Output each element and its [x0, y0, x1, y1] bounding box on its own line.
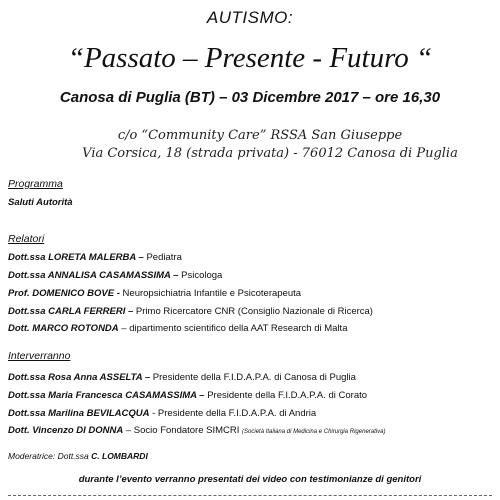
- speaker-role: - Presidente della F.I.D.A.P.A. di Andria: [149, 408, 317, 419]
- relatore-name: Dott.ssa ANNALISA CASAMASSIMA –: [8, 270, 179, 281]
- moderator-line: [8, 451, 148, 461]
- topic-heading: AUTISMO:: [206, 8, 294, 27]
- speaker-name: Dott.ssa Maria Francesca CASAMASSIMA –: [8, 390, 205, 401]
- relatore-row: [8, 306, 373, 317]
- speaker-name: Dott.ssa Rosa Anna ASSELTA –: [8, 372, 151, 383]
- speaker-row: [8, 408, 316, 419]
- divider: [8, 495, 492, 496]
- venue-line-1: c/o “Community Care” RSSA San Giuseppe: [117, 128, 403, 143]
- event-title: “Passato – Presente - Futuro “: [67, 42, 433, 74]
- speaker-name: Dott. Vincenzo DI DONNA: [8, 425, 124, 436]
- speaker-name: Dott.ssa Marilina BEVILACQUA: [8, 408, 150, 419]
- relatore-name: Dott.ssa CARLA FERRERI –: [8, 306, 134, 317]
- speaker-role: Presidente della F.I.D.A.P.A. di Corato: [204, 390, 368, 401]
- relatore-role: Primo Ricercatore CNR (Consiglio Nazionale di Ricerca): [133, 306, 373, 317]
- interverranno-heading: Interverranno: [8, 350, 71, 362]
- relatore-row: [8, 323, 347, 334]
- moderator-label: Moderatrice: Dott.ssa: [8, 451, 92, 461]
- speaker-row: [8, 425, 385, 436]
- speaker-role: – Socio Fondatore SIMCRI: [123, 425, 243, 436]
- programma-heading: Programma: [8, 178, 63, 190]
- speaker-row: [8, 390, 367, 401]
- speaker-note: (Società Italiana di Medicina e Chirurgia Rigenerativa): [242, 429, 386, 435]
- relatore-row: [8, 270, 222, 281]
- relatore-role: Pediatra: [143, 252, 182, 263]
- event-date-line: Canosa di Puglia (BT) – 03 Dicembre 2017 – ore 16,30: [59, 89, 441, 106]
- relatore-row: [8, 288, 301, 299]
- speaker-role: Presidente della F.I.D.A.P.A. di Canosa di Puglia: [150, 372, 356, 383]
- programma-item: Saluti Autorità: [8, 197, 73, 208]
- venue-line-2: Via Corsica, 18 (strada privata) - 76012 Canosa di Puglia: [82, 146, 458, 161]
- relatore-name: Dott. MARCO ROTONDA: [8, 323, 119, 334]
- relatore-row: [8, 252, 182, 263]
- relatore-role: Neuropsichiatria Infantile e Psicoterapeuta: [119, 288, 302, 299]
- relatore-role: – dipartimento scientifico della AAT Research di Malta: [118, 323, 348, 334]
- relatore-name: Dott.ssa LORETA MALERBA –: [8, 252, 144, 263]
- relatore-name: Prof. DOMENICO BOVE -: [8, 288, 120, 299]
- speaker-row: [8, 372, 356, 383]
- footer-note: durante l’evento verranno presentati dei video con testimonianze di genitori: [78, 474, 422, 485]
- relatori-heading: Relatori: [8, 233, 45, 245]
- moderator-name: C. LOMBARDI: [91, 451, 148, 461]
- relatore-role: Psicologa: [178, 270, 223, 281]
